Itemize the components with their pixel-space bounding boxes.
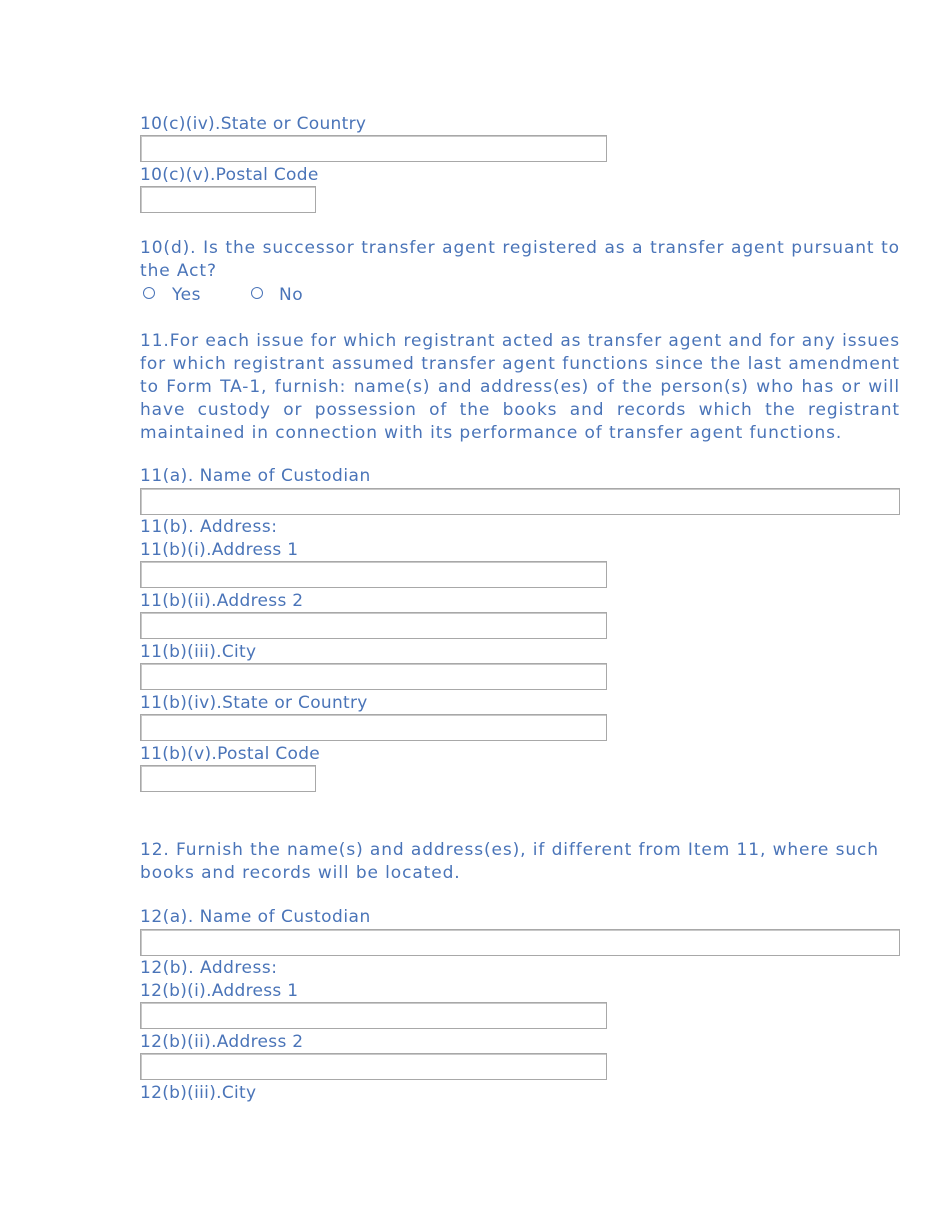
state-country-10c-field[interactable]: [140, 135, 607, 162]
custodian-name-12a-field[interactable]: [140, 929, 900, 956]
custodian-name-11a-label: 11(a). Name of Custodian: [140, 466, 371, 486]
custodian-name-12a-label: 12(a). Name of Custodian: [140, 907, 371, 927]
yes-radio[interactable]: [143, 287, 155, 299]
postal-code-11b-field[interactable]: [140, 765, 316, 792]
no-radio[interactable]: [251, 287, 263, 299]
custodian-name-11a-field[interactable]: [140, 488, 900, 515]
postal-code-10c-label: 10(c)(v).Postal Code: [140, 165, 319, 185]
address1-12b-label: 12(b)(i).Address 1: [140, 981, 299, 1001]
address2-12b-field[interactable]: [140, 1053, 607, 1080]
yes-radio-label: Yes: [172, 285, 201, 305]
address-12b-heading: 12(b). Address:: [140, 958, 278, 978]
city-12b-label: 12(b)(iii).City: [140, 1083, 257, 1103]
address2-11b-label: 11(b)(ii).Address 2: [140, 591, 304, 611]
postal-code-10c-field[interactable]: [140, 186, 316, 213]
state-country-11b-label: 11(b)(iv).State or Country: [140, 693, 368, 713]
item-12-instructions: 12. Furnish the name(s) and address(es), if different from Item 11, where such books and records will be located.: [140, 840, 879, 883]
item-11-instructions: 11.For each issue for which registrant acted as transfer agent and for any issues for which registrant assumed transfer agent functions since the last amendment to Form TA-1, furnish: name(s) and address(es) of the person(s) who has or will have custody or possession of the books and records which the registrant maintained in connection with its performance of transfer agent functions.: [140, 331, 900, 443]
state-country-10c-label: 10(c)(iv).State or Country: [140, 114, 367, 134]
city-11b-label: 11(b)(iii).City: [140, 642, 257, 662]
address1-11b-label: 11(b)(i).Address 1: [140, 540, 299, 560]
address2-12b-label: 12(b)(ii).Address 2: [140, 1032, 304, 1052]
address2-11b-field[interactable]: [140, 612, 607, 639]
address1-12b-field[interactable]: [140, 1002, 607, 1029]
postal-code-11b-label: 11(b)(v).Postal Code: [140, 744, 321, 764]
no-radio-label: No: [279, 285, 304, 305]
address-11b-heading: 11(b). Address:: [140, 517, 278, 537]
state-country-11b-field[interactable]: [140, 714, 607, 741]
question-10d: 10(d). Is the successor transfer agent registered as a transfer agent pursuant to the Act?: [140, 238, 900, 281]
city-11b-field[interactable]: [140, 663, 607, 690]
address1-11b-field[interactable]: [140, 561, 607, 588]
